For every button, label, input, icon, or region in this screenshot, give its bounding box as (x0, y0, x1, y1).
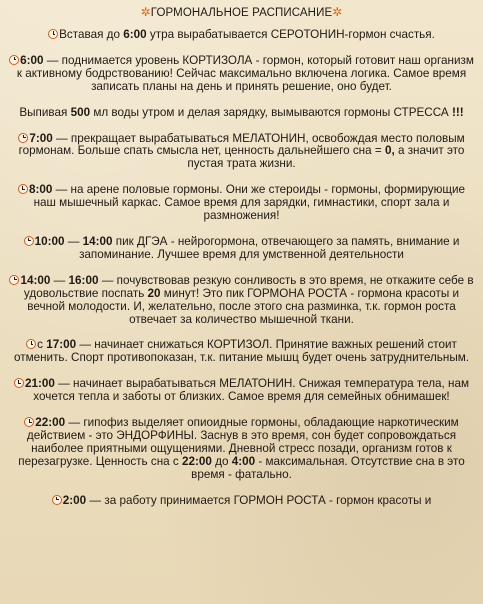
alarm-clock-icon (24, 236, 34, 246)
block-time: 22:00 (35, 416, 66, 430)
alarm-clock-icon (14, 378, 24, 388)
star-icon: ✲ (140, 5, 151, 19)
block-number: 20 (147, 286, 161, 300)
block-time: 22:00 (182, 454, 212, 468)
block-segment: — за работу принимается ГОРМОН РОСТА - гормон красоты и (86, 493, 432, 507)
block-segment: пик ДГЭА - нейрогормона, отвечающего за память, внимание и запоминание. Лучшее время для умственной деятельности (79, 234, 460, 261)
block-segment: с (37, 338, 47, 352)
block-segment: — почувствовав резкую сонливость в это время, не откажите себе в удовольствие поспать (23, 273, 474, 300)
schedule-block-0600-cortisol (8, 55, 475, 94)
block-number: 0, (384, 144, 395, 158)
alarm-clock-icon (18, 184, 28, 194)
alarm-clock-icon (52, 495, 62, 505)
schedule-block-2100 (8, 378, 475, 404)
schedule-block-1700 (8, 339, 475, 365)
block-time: 6:00 (123, 28, 147, 41)
schedule-block-2200 (8, 417, 475, 482)
block-segment: минут! Это пик ГОРМОНА РОСТА - гормона красоты и вечной молодости. И, желательно, после этого сна разминка, т.к. гормон роста отвечает за количество мышечной ткани. (27, 286, 460, 326)
block-segment: — начинает снижаться КОРТИЗОЛ. Принятие важных решений стоит отменить. Спорт противопоказан, т.к. питание мышц будет очень затруднительным. (13, 338, 470, 365)
schedule-block-0700 (8, 133, 475, 172)
block-segment: — на арене половые гормоны. Они же стероиды - гормоны, формирующие наш мышечный каркас. Самое время для зарядки, гимнастики, спорт зала и размножения! (33, 183, 466, 223)
block-segment: — гипофиз выделяет опиоидные гормоны, обладающие наркотическим действием - это ЭНДОРФИНЫ. Заснув в это время, сон будет сопровождаться наиболее приятными ощущениями. Дневной стресс позади, организм готов к перезагрузке. Ценность сна с (18, 416, 459, 468)
block-time: 4:00 (231, 454, 256, 468)
schedule-block-1000 (8, 236, 475, 262)
alarm-clock-icon (48, 29, 58, 39)
block-time: 2:00 (62, 493, 87, 507)
block-segment: утра вырабатывается СЕРОТОНИН-гормон счастья. (146, 28, 435, 41)
block-segment: — (50, 273, 69, 287)
page-title (8, 5, 475, 20)
block-time: 8:00 (28, 183, 53, 197)
block-time: 17:00 (46, 338, 77, 352)
alarm-clock-icon (24, 417, 34, 427)
alarm-clock-icon (9, 275, 19, 285)
block-segment: мл воды утром и делая зарядку, вымываются гормоны СТРЕССА (90, 105, 452, 119)
schedule-block-0800 (8, 184, 475, 223)
alarm-clock-icon (9, 55, 19, 65)
block-segment: Сейчас максимально включена логика. Самое время записать планы на день и принять решение, оно будет. (91, 66, 467, 93)
block-segment: Вставая до (59, 28, 124, 41)
block-number: 500 (70, 105, 91, 119)
block-segment: Выпивая (19, 105, 71, 119)
block-time: 10:00 (34, 234, 65, 248)
schedule-block-0600-serotonin (8, 29, 475, 42)
schedule-block-water (8, 107, 475, 120)
block-time: 21:00 (24, 377, 55, 391)
block-time: 7:00 (29, 131, 53, 145)
schedule-block-0200 (8, 495, 475, 508)
block-segment: — (64, 234, 83, 248)
block-time: 6:00 (20, 53, 44, 67)
alarm-clock-icon (18, 133, 28, 143)
block-segment: - максимальная. Отсутствие сна в это время - фатально. (191, 454, 465, 481)
block-segment: а значит это пустая трата жизни. (187, 144, 465, 171)
block-segment: — поднимается уровень КОРТИЗОЛА - гормон, который готовит наш организм к активному бодрствованию! (16, 53, 474, 80)
block-time: 14:00 (82, 234, 113, 248)
block-segment: — прекращает вырабатываться МЕЛАТОНИН, освобождая место половым гормонам. Больше спать смысла нет, ценность дальнейшего сна = (18, 131, 465, 158)
block-time: 16:00 (68, 273, 99, 287)
block-segment: — начинает вырабатываться МЕЛАТОНИН. Снижая температура тела, нам хочется тепла и заботы от близких. Самое время для семейных обнимашек! (33, 377, 470, 404)
star-icon: ✲ (332, 5, 343, 19)
alarm-clock-icon (26, 339, 36, 349)
block-time: 14:00 (20, 273, 51, 287)
block-segment: до (211, 454, 232, 468)
schedule-block-1400 (8, 275, 475, 327)
title-text: ГОРМОНАЛЬНОЕ РАСПИСАНИЕ (150, 7, 333, 19)
block-emphasis: !!! (451, 105, 464, 119)
